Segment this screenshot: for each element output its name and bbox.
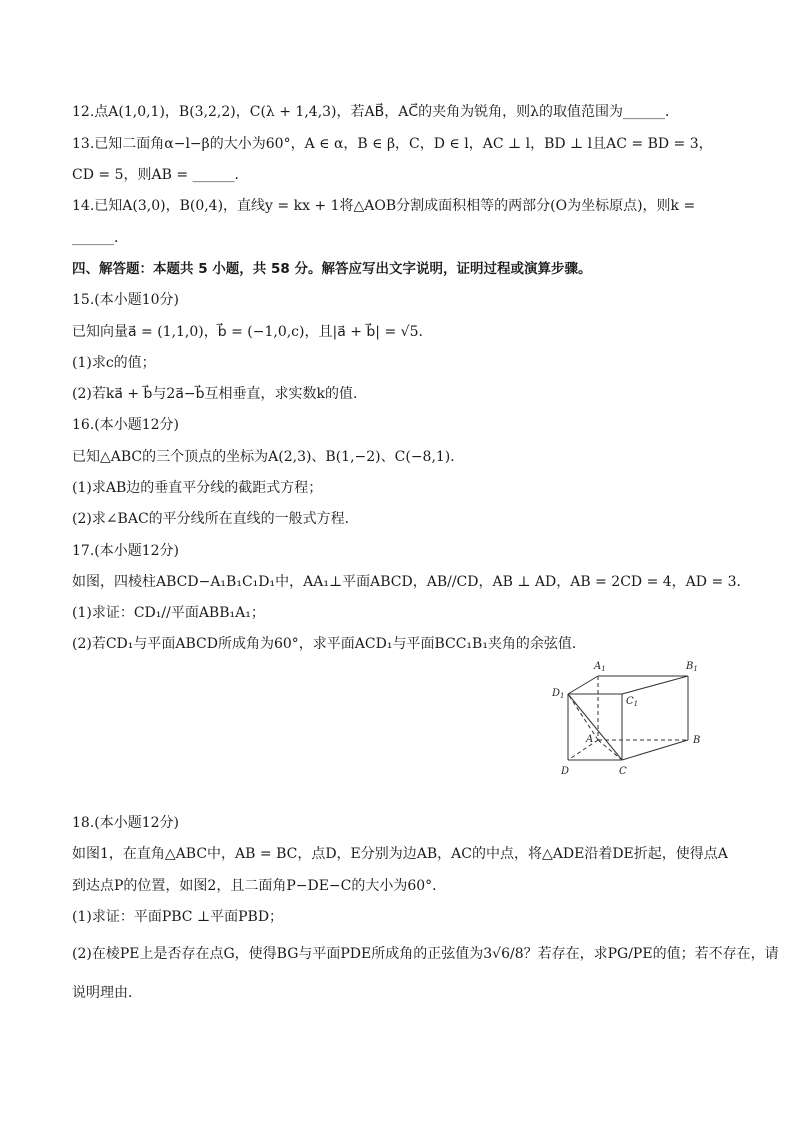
question-18-stem-line-1: 如图1，在直角△ABC中，AB = BC，点D，E分别为边AB，AC的中点，将△ADE沿着DE折起，使得点A [72,846,728,862]
question-18-part-2-line-1: (2)在棱PE上是否存在点G，使得BG与平面PDE所成角的正弦值为3√6/8？若存在，求PG/PE的值；若不存在，请 [72,946,779,962]
question-16-part-1: (1)求AB边的垂直平分线的截距式方程； [72,480,323,496]
question-16-stem: 已知△ABC的三个顶点的坐标为A(2,3)、B(1,−2)、C(−8,1)． [72,449,465,465]
edge-d1a1 [568,676,598,694]
label-a: A [586,734,594,745]
question-13-line-1: 13.已知二面角α−l−β的大小为60°，A ∈ α，B ∈ β，C，D ∈ l，AC ⊥ l，BD ⊥ l且AC = BD = 3， [72,136,713,152]
question-16-part-2: (2)求∠BAC的平分线所在直线的一般式方程． [72,511,359,527]
question-18-stem-line-2: 到达点P的位置，如图2，且二面角P−DE−C的大小为60°． [72,878,447,894]
question-16-header: 16.(本小题12分) [72,417,180,433]
question-15-header: 15.(本小题10分) [72,292,180,308]
edge-ac-hidden [598,740,622,760]
question-17-stem: 如图，四棱柱ABCD−A₁B₁C₁D₁中，AA₁⊥平面ABCD，AB//CD，AB ⊥ AD，AB = 2CD = 4，AD = 3． [72,574,751,590]
question-15-part-1: (1)求c的值； [72,355,156,371]
question-17-header: 17.(本小题12分) [72,543,180,559]
question-18-part-2-line-2: 说明理由． [72,985,142,1001]
label-b1: $B_1$ [686,661,698,673]
question-13-line-2: CD = 5，则AB = ______． [72,167,249,183]
edge-ad1-hidden [568,694,598,740]
question-17-part-1: (1)求证：CD₁//平面ABB₁A₁； [72,605,265,621]
question-17-part-2: (2)若CD₁与平面ABCD所成角为60°，求平面ACD₁与平面BCC₁B₁夹角的余弦值． [72,636,586,652]
label-c1: $C_1$ [626,696,639,708]
prism-figure [548,656,724,780]
label-c: C [619,766,627,777]
question-18-part-1: (1)求证：平面PBC ⊥平面PBD； [72,909,284,925]
question-14-line-1: 14.已知A(3,0)，B(0,4)，直线y = kx + 1将△AOB分割成面积相等的两部分(O为坐标原点)，则k = [72,198,696,214]
label-a1: $A_1$ [594,661,606,673]
question-15-part-2: (2)若ka⃗ + b⃗与2a⃗−b⃗互相垂直，求实数k的值． [72,386,367,402]
question-12: 12.点A(1,0,1)，B(3,2,2)，C(λ + 1,4,3)，若AB⃗，AC⃗的夹角为锐角，则λ的取值范围为______． [72,104,679,120]
question-18-header: 18.(本小题12分) [72,815,180,831]
question-14-line-2: ______． [72,230,128,246]
edge-cd1 [568,694,622,760]
label-d1: $D_1$ [552,688,565,700]
question-15-stem: 已知向量a⃗ = (1,1,0)，b⃗ = (−1,0,c)，且|a⃗ + b⃗| = √5. [72,324,423,340]
edge-cb [622,740,688,760]
edge-c1b1 [622,676,688,694]
label-d: D [561,766,570,777]
section-heading-solutions: 四、解答题：本题共 5 小题，共 58 分。解答应写出文字说明，证明过程或演算步骤。 [72,261,592,277]
edge-ad-hidden [568,740,598,760]
label-b: B [693,735,701,746]
